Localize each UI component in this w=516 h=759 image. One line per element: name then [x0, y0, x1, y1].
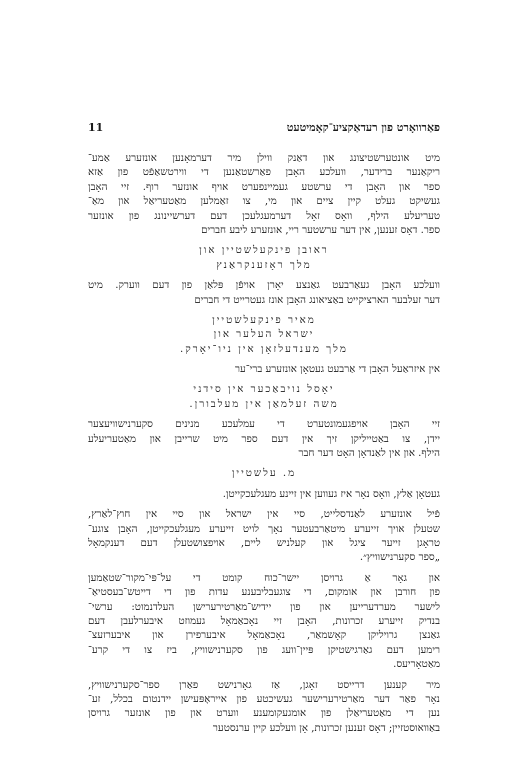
name-line: ישראל העלער און	[213, 329, 315, 341]
text-line: און גאָר אַ גרויסן יישר־כוח קומט די על־פּי־מקור־שטאַמען	[88, 572, 440, 584]
text-line: וועלכע האָבן געאַרבעט גאַנצע יאָרן אויפֿן פּלאַן פון דעם ווערק. מיט	[88, 280, 440, 292]
text-line: געשיקט געלט קיין ציים און מי, צו זאַמלען מאַטעריאַל און מאַ־	[88, 196, 440, 208]
text-line: ריקאַנער ברידער, וועלכע האָבן פאַרשטאַנען די ווירטשאַפֿט פון אַזא	[88, 167, 440, 179]
name-line: יאָסל נויבאַכער אין סידני	[193, 384, 335, 396]
text-line: טעריעלע הילף, וואָס זאָל דערמעגלעכן דעם דערשיינונג פון אונזער	[88, 210, 440, 222]
body-text	[88, 152, 440, 736]
text-line: יידן, צו באַטייליקן זיך אין דעם ספר מיט שרייבן און מאַטעריעלע	[88, 433, 440, 445]
text-line: טראָגן זייער ציגל און קעלניש ליים, אויפצושטעלן דעם דענקמאָל	[88, 537, 440, 549]
text-line: ספר און האָבן די ערשטע געמיינפערט אויף אונזער רוף. זיי האָבן	[88, 181, 440, 193]
text-line: הילף. און אין לאַנדאָן האָט דער חבר	[298, 448, 440, 460]
text-line: מאַטאָריעס.	[393, 659, 440, 671]
text-line: פון חורבן און אומקום, די צוגעבליבענע עדות פון די דייטש־בעסטיאַ־	[88, 587, 440, 599]
text-line: באַוואוסטזיין; דאָס זענען זכרונות, אָן וועלכע קיין ערנסטער	[212, 722, 440, 734]
text-line: גאַנצן גרויליקן קאָשמאַר, נאָכאַמאָל איבערפירן און איבערזעצ־	[88, 630, 440, 642]
text-line: מיט אונטערשטיצונג און דאַנק ווילן מיר דערמאָנען אונזערע אַמע־	[88, 153, 440, 164]
name-line: ראובן פינקעלשטיין און	[199, 245, 329, 257]
name-line: מאיר פינקעלשטיין	[212, 314, 316, 326]
text-line: נאָר פאַר דער מאַרטירערישער געשיכטע פון אייראָפּעישן יידנטום בכלל, זע־	[88, 693, 440, 705]
text-line: רימען דעם גאַרגישטיקן פּיין־וועג פון סקערנישוויץ, ביז צו די קרע־	[88, 644, 440, 656]
text-line: שטעלן אויך זייערע מיטאַרבעטער נאָך לויט זייערע מעגלעכקייטן, האָבן צוגע־	[88, 523, 440, 535]
running-head	[88, 120, 440, 136]
text-line: דער זעלבער הארציקייט באַציאונג האָבן אונז געטרייט די חברים	[194, 294, 440, 306]
text-line: ספר. דאָס זענען, אין דער ערשטער ריי, אונזערע ליבע חברים	[201, 224, 440, 236]
text-line: „ספר סקערנישוויץ״.	[359, 552, 440, 564]
name-line: מלך מענדעלזאָן אין ניו־יאָרק.	[180, 343, 348, 355]
text-line: נען די מאַטעריאַלן פון אומגעקומענע ווערט און פון אונזער גרויסן	[88, 708, 440, 720]
name-line: מלך ראָזענקראַנץ	[216, 259, 312, 271]
page-number: 11	[88, 121, 104, 134]
text-line: זיי האָבן אויפגעמונטערט די עמלעכע מנינים סקערנישוויעצער	[88, 419, 440, 431]
text-line: לישער מערדערייען און פון יידיש־מאַרטירערישן העלדנמוט: ערשי־	[88, 601, 440, 613]
name-line: מ. עלשטיין	[231, 468, 297, 480]
text-line: געטאָן אַלץ, וואָס נאָר איז געווען אין זיינע מעגלעכקייטן.	[222, 488, 440, 500]
name-line: משה זעלמאַן אין מעלבורן.	[189, 398, 339, 410]
running-title: פאַרוואָרט פון רעדאַקציע־קאָמיטעט	[286, 121, 440, 134]
text-line: פֿיל אונזערע לאַנדסלייט, סיי אין ישראל און סיי אין חוץ־לאַרץ,	[88, 509, 440, 521]
text-line: מיר קענען דרייסט זאָגן, אַז גאָרנישט פאַרן ספר־סקערנישוויץ,	[88, 679, 440, 691]
text-line: אין איזראַעל האָבן די אַרבעט געטאָן אונזערע ברי־ער	[235, 364, 440, 376]
text-line: בנדיק זייערע זכרונות, האָבן זיי נאָכאַמאָל געמוזט איבערלעבן דעם	[88, 615, 440, 627]
